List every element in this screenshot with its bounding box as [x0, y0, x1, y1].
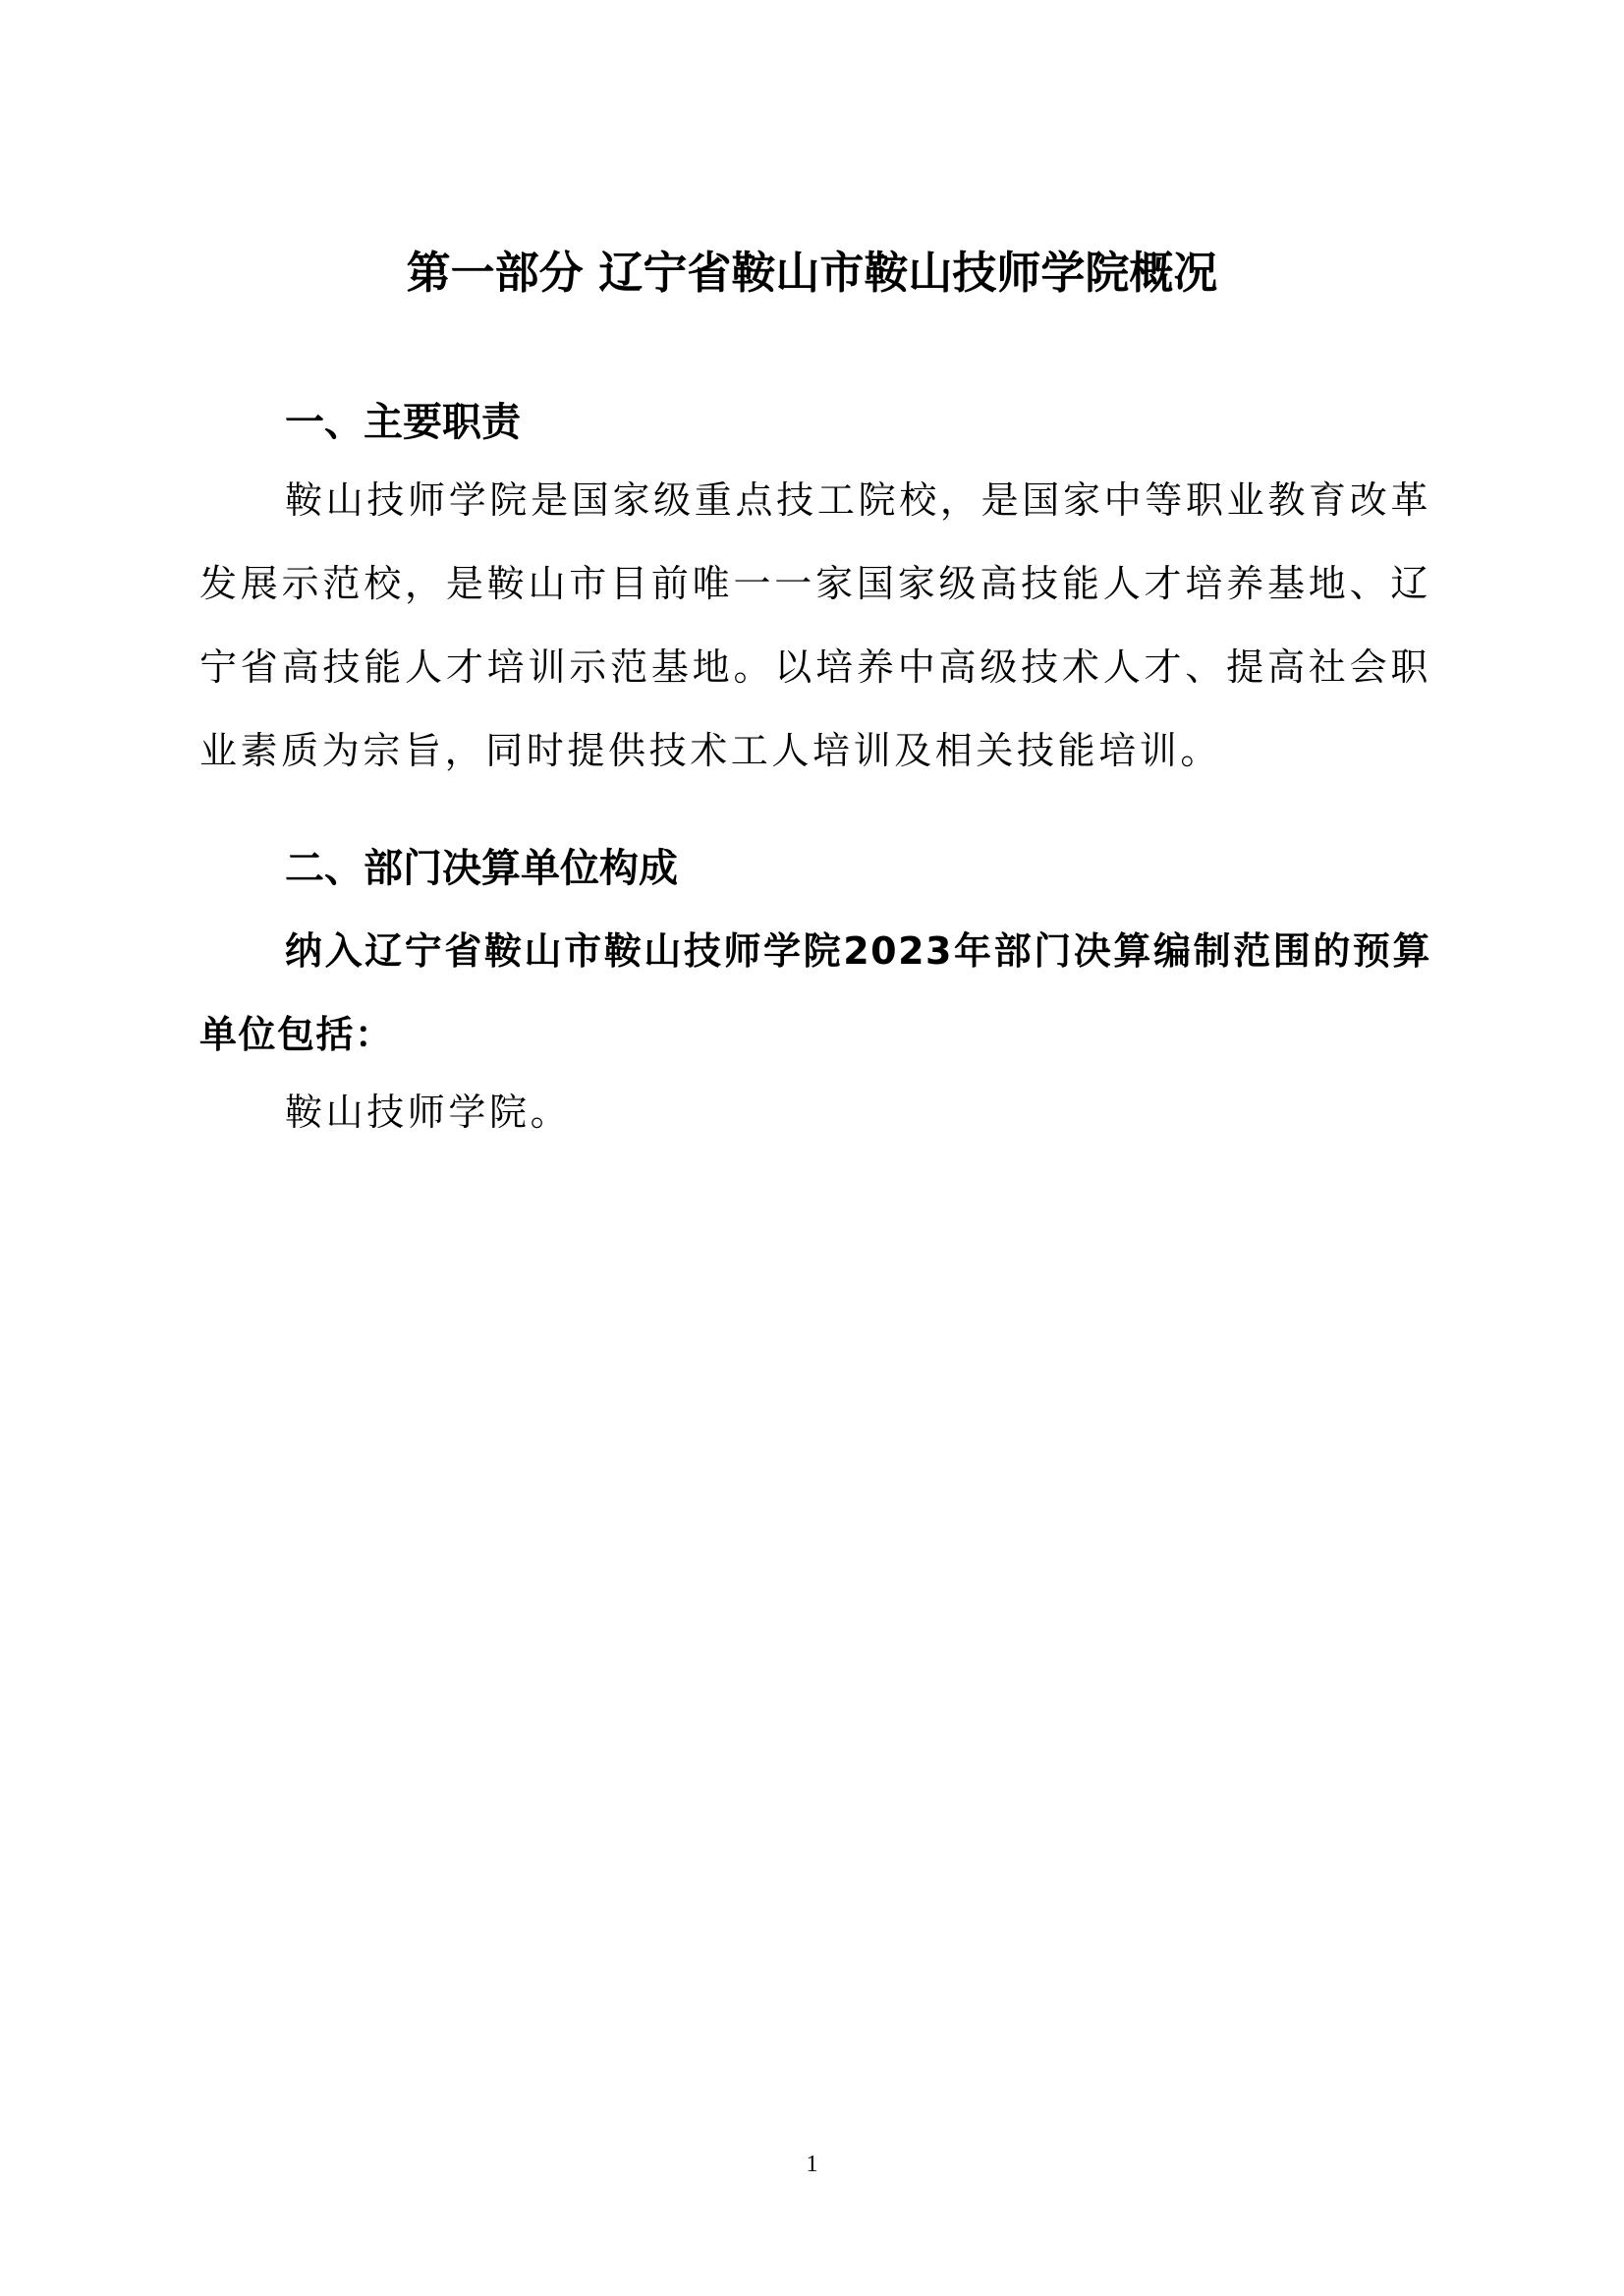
document-title: 第一部分 辽宁省鞍山市鞍山技师学院概况 — [406, 247, 1218, 299]
page-number: 1 — [806, 2152, 818, 2177]
unit-name-paragraph: 鞍山技师学院。 — [285, 1091, 572, 1134]
unit-scope-paragraph: 纳入辽宁省鞍山市鞍山技师学院2023年部门决算编制范围的预算单位包括： — [199, 929, 1431, 1056]
main-duties-paragraph: 鞍山技师学院是国家级重点技工院校，是国家中等职业教育改革发展示范校，是鞍山市目前唯一一家国家级高技能人才培养基地、辽宁省高技能人才培训示范基地。以培养中高级技术人才、提高社会职业素质为宗旨，同时提供技术工人培训及相关技能培训。 — [199, 478, 1431, 772]
section-heading-unit-composition: 二、部门决算单位构成 — [285, 846, 678, 891]
section-heading-main-duties: 一、主要职责 — [285, 400, 521, 445]
